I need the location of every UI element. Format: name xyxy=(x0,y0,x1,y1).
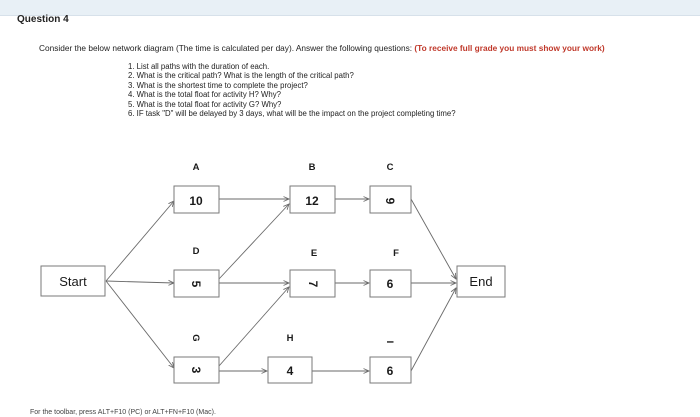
edge-d-b xyxy=(219,204,289,279)
activity-f-duration: 6 xyxy=(386,277,394,291)
question-title: Question 4 xyxy=(17,14,69,25)
end-node xyxy=(457,266,505,297)
activity-e-label: E xyxy=(310,248,318,259)
activity-d-label: D xyxy=(192,246,200,257)
edge-i-end xyxy=(411,288,456,371)
activity-f-label: F xyxy=(393,248,399,259)
activity-h xyxy=(268,333,312,383)
activity-d-duration: 5 xyxy=(189,280,203,288)
activity-g-duration: 3 xyxy=(189,366,203,374)
activity-h-label: H xyxy=(286,333,294,344)
question-item: 1. List all paths with the duration of each. xyxy=(128,62,270,71)
activity-g-label: G xyxy=(190,334,201,342)
activity-b-duration: 12 xyxy=(305,194,319,208)
start-label: Start xyxy=(59,274,87,289)
question-item: 5. What is the total float for activity G? Why? xyxy=(128,99,282,109)
activity-i-label: I xyxy=(384,340,395,344)
activity-c xyxy=(370,162,411,213)
start-node xyxy=(41,266,105,296)
question-item: 3. What is the shortest time to complete the project? xyxy=(128,80,308,90)
activity-e-duration: 7 xyxy=(306,280,320,288)
activity-a xyxy=(174,162,219,213)
question-item: 6. IF task "D" will be delayed by 3 days, what will be the impact on the project completing time? xyxy=(128,109,456,119)
edge-start-g xyxy=(106,281,174,368)
end-label: End xyxy=(469,274,493,289)
activity-b-label: B xyxy=(308,162,316,173)
activity-i-duration: 6 xyxy=(386,364,394,378)
activity-h-duration: 4 xyxy=(286,364,294,378)
instructions-highlight: (To receive full grade you must show your work) xyxy=(414,43,605,53)
toolbar-hint: For the toolbar, press ALT+F10 (PC) or ALT+FN+F10 (Mac). xyxy=(30,409,216,416)
activity-a-duration: 10 xyxy=(189,194,203,208)
activity-f xyxy=(370,248,411,297)
activity-i xyxy=(370,341,411,383)
question-item: 2. What is the critical path? What is the length of the critical path? xyxy=(128,71,354,81)
edge-start-a xyxy=(106,201,174,281)
activity-c-duration: 9 xyxy=(383,197,397,205)
question-item: 4. What is the total float for activity H? Why? xyxy=(128,90,281,100)
activity-g xyxy=(174,334,219,383)
activity-c-label: C xyxy=(386,162,394,173)
edge-c-end xyxy=(411,199,456,279)
instructions-text: Consider the below network diagram (The time is calculated per day). Answer the following questions: xyxy=(39,43,413,53)
edge-g-e xyxy=(219,287,289,366)
activity-d xyxy=(174,246,219,297)
edge-start-d xyxy=(106,281,174,283)
activity-a-label: A xyxy=(192,162,200,173)
activity-b xyxy=(290,162,335,213)
activity-e xyxy=(290,248,335,297)
